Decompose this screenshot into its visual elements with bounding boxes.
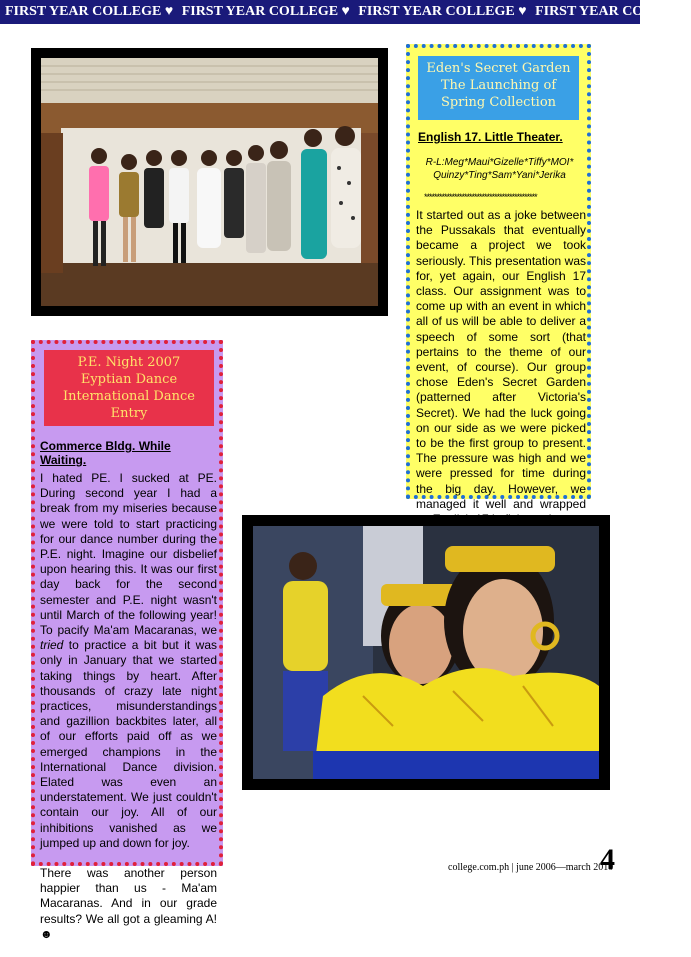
group-stage-photo — [31, 48, 388, 316]
eden-secret-garden-panel — [406, 44, 591, 511]
page-number: 4 — [600, 843, 615, 876]
eden-divider: ********************************************* — [424, 192, 537, 202]
banner-segment: FIRST YEAR COLLEGE ♥ — [5, 4, 174, 19]
pe-para1-italic: tried — [40, 638, 64, 653]
banner-segment: FIRST YEAR COLLEGE ♥ — [181, 4, 350, 19]
pe-title-line: Eyptian Dance — [80, 372, 178, 387]
eden-cast-list — [420, 156, 579, 182]
pe-paragraph-1 — [40, 471, 217, 851]
eden-body-text: It started out as a joke between the Pussakals that eventually became a project we took seriously. This presentation was for, yet again, our English 17 class. Our assignment was to come up with an event in which all of us will be able to deliver a speech of some sort (that pertains to the theme of our event, of course). Our group chose Eden's Secret Garden (patterned after Victoria's Secret). We had the luck going on our side as we were picked to be the first group to present. The pressure was high and we were pressed for time during the big day. However, we managed it well and wrapped — [416, 208, 586, 511]
pe-title-line: Entry — [110, 406, 148, 421]
pe-title-box — [44, 350, 214, 426]
banner-segment: FIRST YEAR COLLEGE — [535, 4, 691, 19]
group-photo-image — [41, 58, 378, 306]
pe-heading: Commerce Bldg. While Waiting. — [40, 439, 171, 467]
banner-segment: FIRST YEAR COLLEGE ♥ — [358, 4, 527, 19]
eden-title-line: Spring Collection — [440, 95, 557, 110]
cast-line: R-L:Meg*Maui*Gizelle*Tiffy*MOI* — [425, 157, 574, 168]
pe-title-line: P.E. Night 2007 — [77, 355, 181, 370]
egyptian-dancers-photo — [242, 515, 610, 790]
pe-para1-start: I hated PE. I sucked at PE. During second year I had a break from my miseries because we were told to start practicing for our dance number during the P.E. night. Imagine our disbelief upon hearing this. It was our first day back for the second semester and P.E. night wasn't until March of the following year! To pacify Ma'am Macaranas, we — [40, 471, 217, 638]
footer-credit: college.com.ph | june 2006—march 2010 — [448, 862, 614, 873]
cast-line: Quinzy*Ting*Sam*Yani*Jerika — [433, 170, 566, 181]
eden-title-line: Eden's Secret Garden — [426, 61, 571, 76]
eden-title-box — [418, 56, 579, 120]
pe-title-line: International Dance — [63, 389, 195, 404]
eden-title-line: The Launching of — [440, 78, 557, 93]
pe-paragraph-2: There was another person happier than us - Ma'am Macaranas. And in our grade results? We all got a gleaming A! ☻ — [40, 866, 217, 941]
pe-para1-end: to practice a bit but it was only in January that we started taking things by heart. After thousands of crazy late night practices, misunderstandings and gazillion backbites later, all of our efforts paid off as we emerged champions in the International Dance division. Elated was even an understatement. We just couldn't contain our joy. All of our inhibitions vanished as we jumped up and down for joy. — [40, 638, 217, 850]
eden-heading: English 17. Little Theater. — [418, 130, 563, 144]
pe-night-panel — [31, 340, 223, 941]
header-banner — [0, 0, 691, 24]
dance-photo-image — [253, 526, 599, 779]
pe-body-text — [40, 471, 217, 957]
